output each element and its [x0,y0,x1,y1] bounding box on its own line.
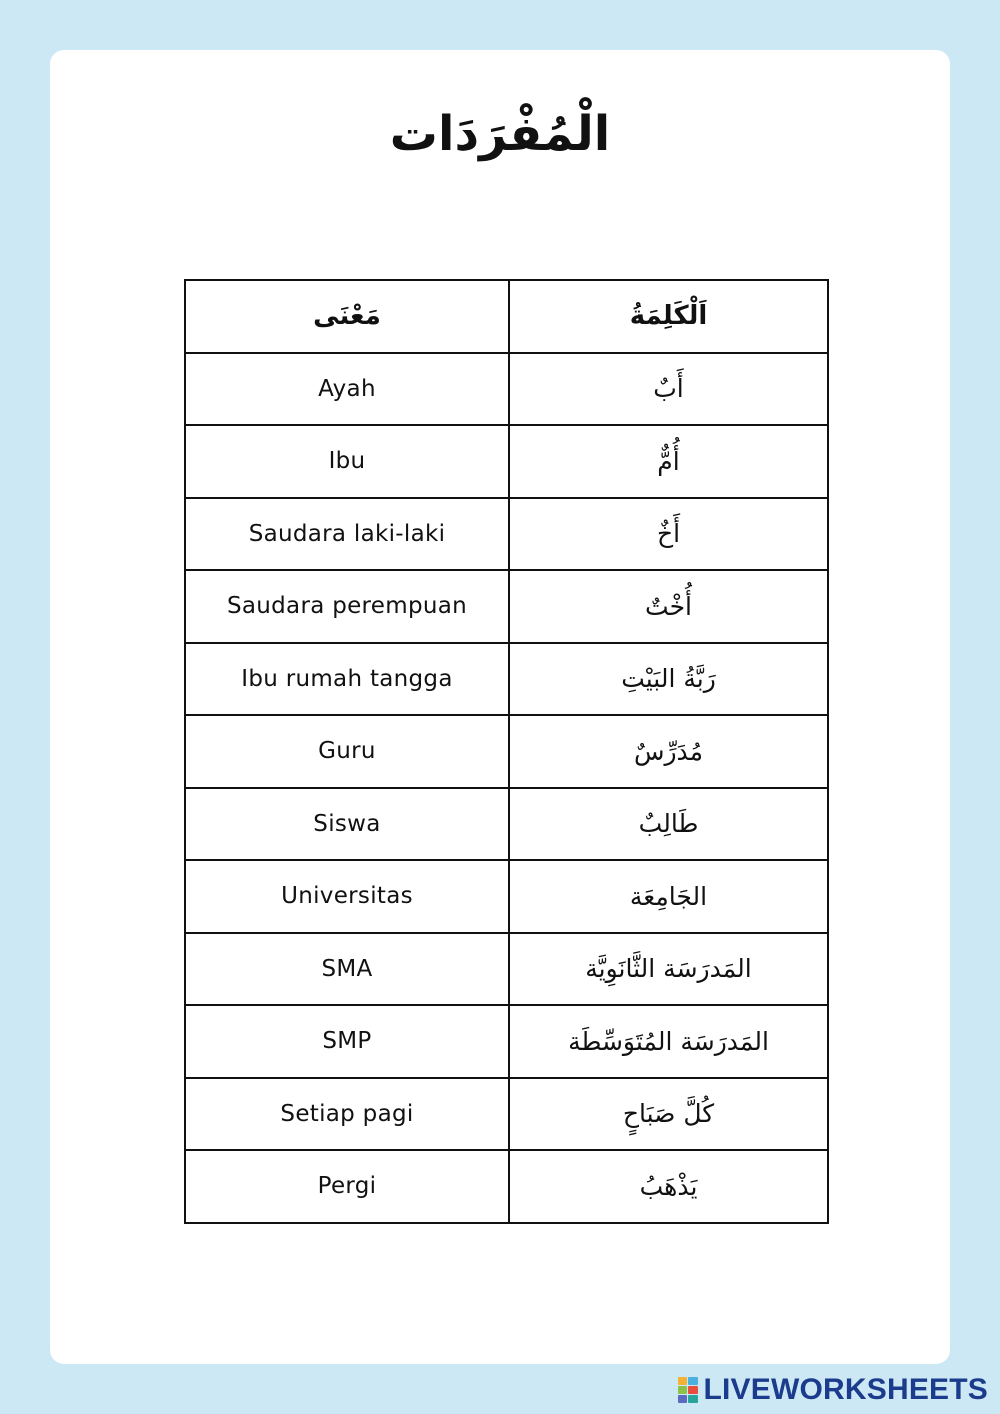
meaning-cell: Pergi [185,1150,509,1223]
table-row [185,1150,828,1223]
word-cell: الجَامِعَة [509,860,828,933]
table-row [185,570,828,643]
table-row [185,353,828,426]
word-cell: كُلَّ صَبَاحٍ [509,1078,828,1151]
word-cell: أُمٌّ [509,425,828,498]
table-row [185,860,828,933]
table-header-row [185,280,828,353]
meaning-cell: SMA [185,933,509,1006]
table-row [185,715,828,788]
word-cell: يَذْهَبُ [509,1150,828,1223]
word-cell: المَدرَسَة المُتَوَسِّطَة [509,1005,828,1078]
page-title: الْمُفْرَدَات [389,106,611,162]
word-cell: المَدرَسَة الثَّانَوِيَّة [509,933,828,1006]
word-cell: رَبَّةُ البَيْتِ [509,643,828,716]
logo-tile [688,1395,698,1403]
meaning-cell: Saudara perempuan [185,570,509,643]
meaning-cell: Universitas [185,860,509,933]
header-word: اَلْكَلِمَةُ [509,280,828,353]
table-row [185,498,828,571]
liveworksheets-brand[interactable] [678,1374,989,1406]
liveworksheets-logo-icon [678,1377,698,1403]
table-row [185,643,828,716]
meaning-cell: Saudara laki-laki [185,498,509,571]
word-cell: طَالِبٌ [509,788,828,861]
header-meaning: مَعْنَى [185,280,509,353]
vocabulary-table [184,279,829,1224]
meaning-cell: Siswa [185,788,509,861]
meaning-cell: Setiap pagi [185,1078,509,1151]
logo-tile [678,1395,688,1403]
logo-tile [688,1386,698,1394]
table-row [185,425,828,498]
logo-tile [678,1377,688,1385]
meaning-cell: SMP [185,1005,509,1078]
word-cell: أُخْتٌ [509,570,828,643]
word-cell: مُدَرِّسٌ [509,715,828,788]
meaning-cell: Ayah [185,353,509,426]
table-row [185,933,828,1006]
brand-name: LIVEWORKSHEETS [703,1373,988,1406]
meaning-cell: Ibu rumah tangga [185,643,509,716]
logo-tile [688,1377,698,1385]
table-row [185,1078,828,1151]
meaning-cell: Guru [185,715,509,788]
meaning-cell: Ibu [185,425,509,498]
table-row [185,1005,828,1078]
table-row [185,788,828,861]
word-cell: أَبٌ [509,353,828,426]
word-cell: أَخٌ [509,498,828,571]
logo-tile [678,1386,688,1394]
